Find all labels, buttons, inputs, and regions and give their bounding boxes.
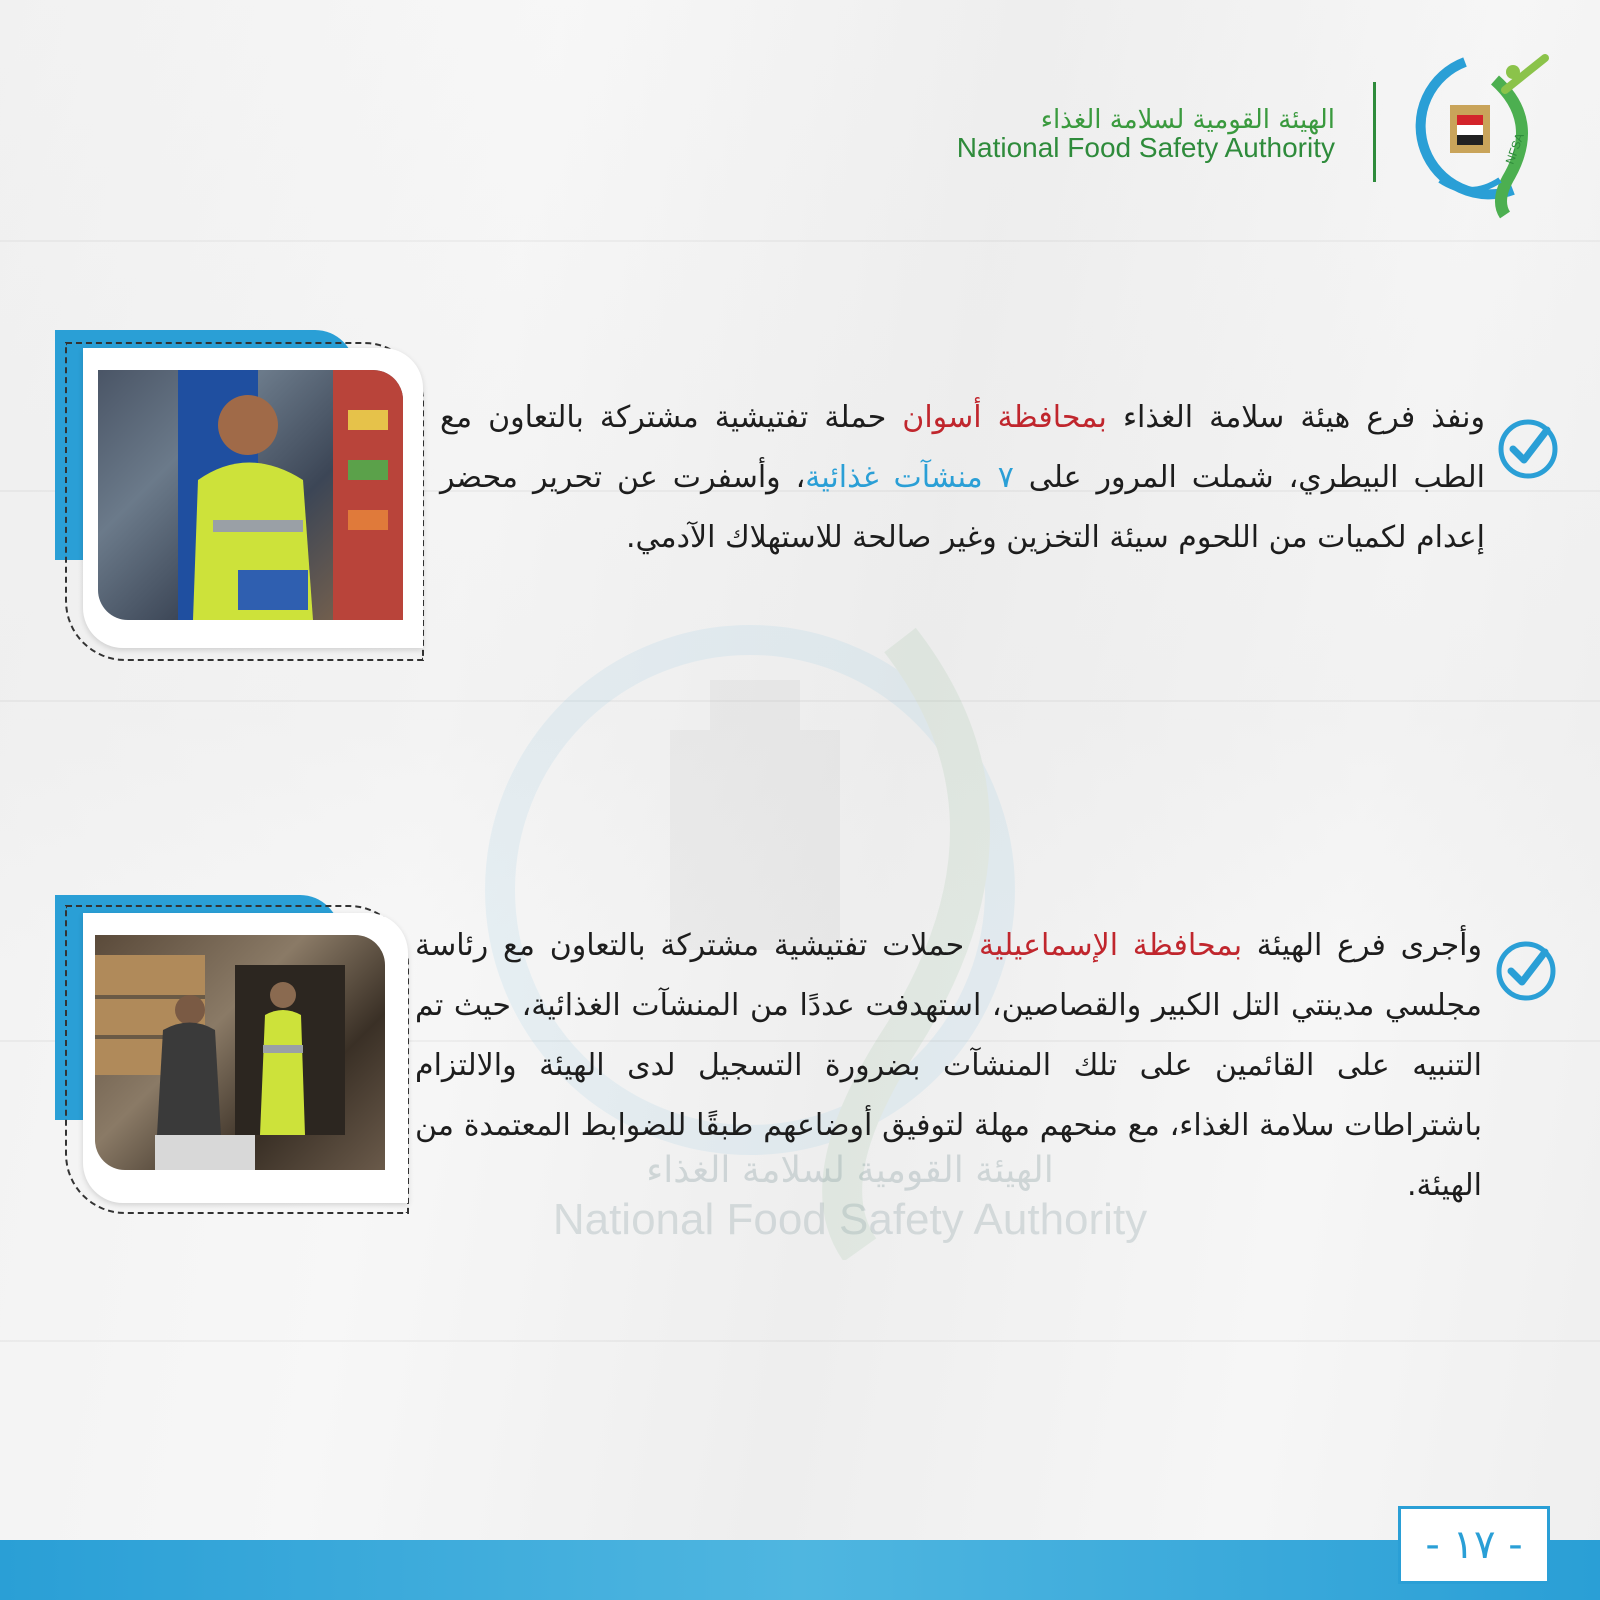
inspection-photo-aswan [98, 370, 403, 620]
item-2-text-part: وأجرى فرع الهيئة [1242, 928, 1483, 963]
nfsa-logo-icon [1395, 50, 1555, 220]
page-number: - ١٧ - [1398, 1506, 1550, 1584]
inspection-photo-ismailia [95, 935, 385, 1170]
paper-texture [0, 240, 1600, 242]
item-1-text-part: ، وأسفرت عن تحرير محضر إعدام لكميات من اللحوم سيئة التخزين وغير صالحة للاستهلاك الآدمي. [440, 460, 1485, 555]
paper-texture [0, 1340, 1600, 1342]
org-name-arabic: الهيئة القومية لسلامة الغذاء [1040, 105, 1335, 135]
org-name-english: National Food Safety Authority [956, 132, 1335, 163]
news-item-1-text [440, 388, 1485, 568]
item-2-governorate: بمحافظة الإسماعيلية [978, 928, 1243, 963]
logo-divider [1373, 82, 1376, 182]
inspector-photo-icon [98, 370, 403, 620]
item-1-governorate: بمحافظة أسوان [902, 400, 1107, 435]
photo-frame-1 [55, 330, 435, 675]
item-2-text-part: حملات تفتيشية مشتركة بالتعاون مع رئاسة مجلسي مدينتي التل الكبير والقصاصين، استهدفت عددًا من المنشآت الغذائية، حيث تم التنبيه على القائمين على تلك المنشآت بضرورة التسجيل لدى الهيئة والالتزام باشتراطات سلامة الغذاء، مع منحهم مهلة لتوفيق أوضاعهم طبقًا للضوابط المعتمدة من الهيئة. [415, 928, 1482, 1203]
photo-card [83, 913, 408, 1203]
news-item-2-text [415, 916, 1482, 1216]
watermark-name-ar: الهيئة القومية لسلامة الغذاء [646, 1150, 1054, 1191]
item-1-text-part: حملة تفتيشية مشتركة بالتعاون مع الطب البيطري، شملت المرور على [440, 400, 1485, 495]
item-1-text-part: ونفذ فرع هيئة سلامة الغذاء [1106, 400, 1485, 435]
bakery-photo-icon [95, 935, 385, 1170]
footer-bar [0, 1540, 1600, 1600]
checkmark-icon [1495, 940, 1557, 1002]
watermark-name-en: National Food Safety Authority [552, 1195, 1148, 1244]
item-1-facility-count: ٧ منشآت غذائية [805, 460, 1014, 495]
checkmark-icon [1497, 418, 1559, 480]
photo-frame-2 [55, 895, 420, 1225]
emblem-text: NFSA [1502, 131, 1527, 167]
photo-card [83, 348, 423, 648]
header [940, 70, 1560, 220]
